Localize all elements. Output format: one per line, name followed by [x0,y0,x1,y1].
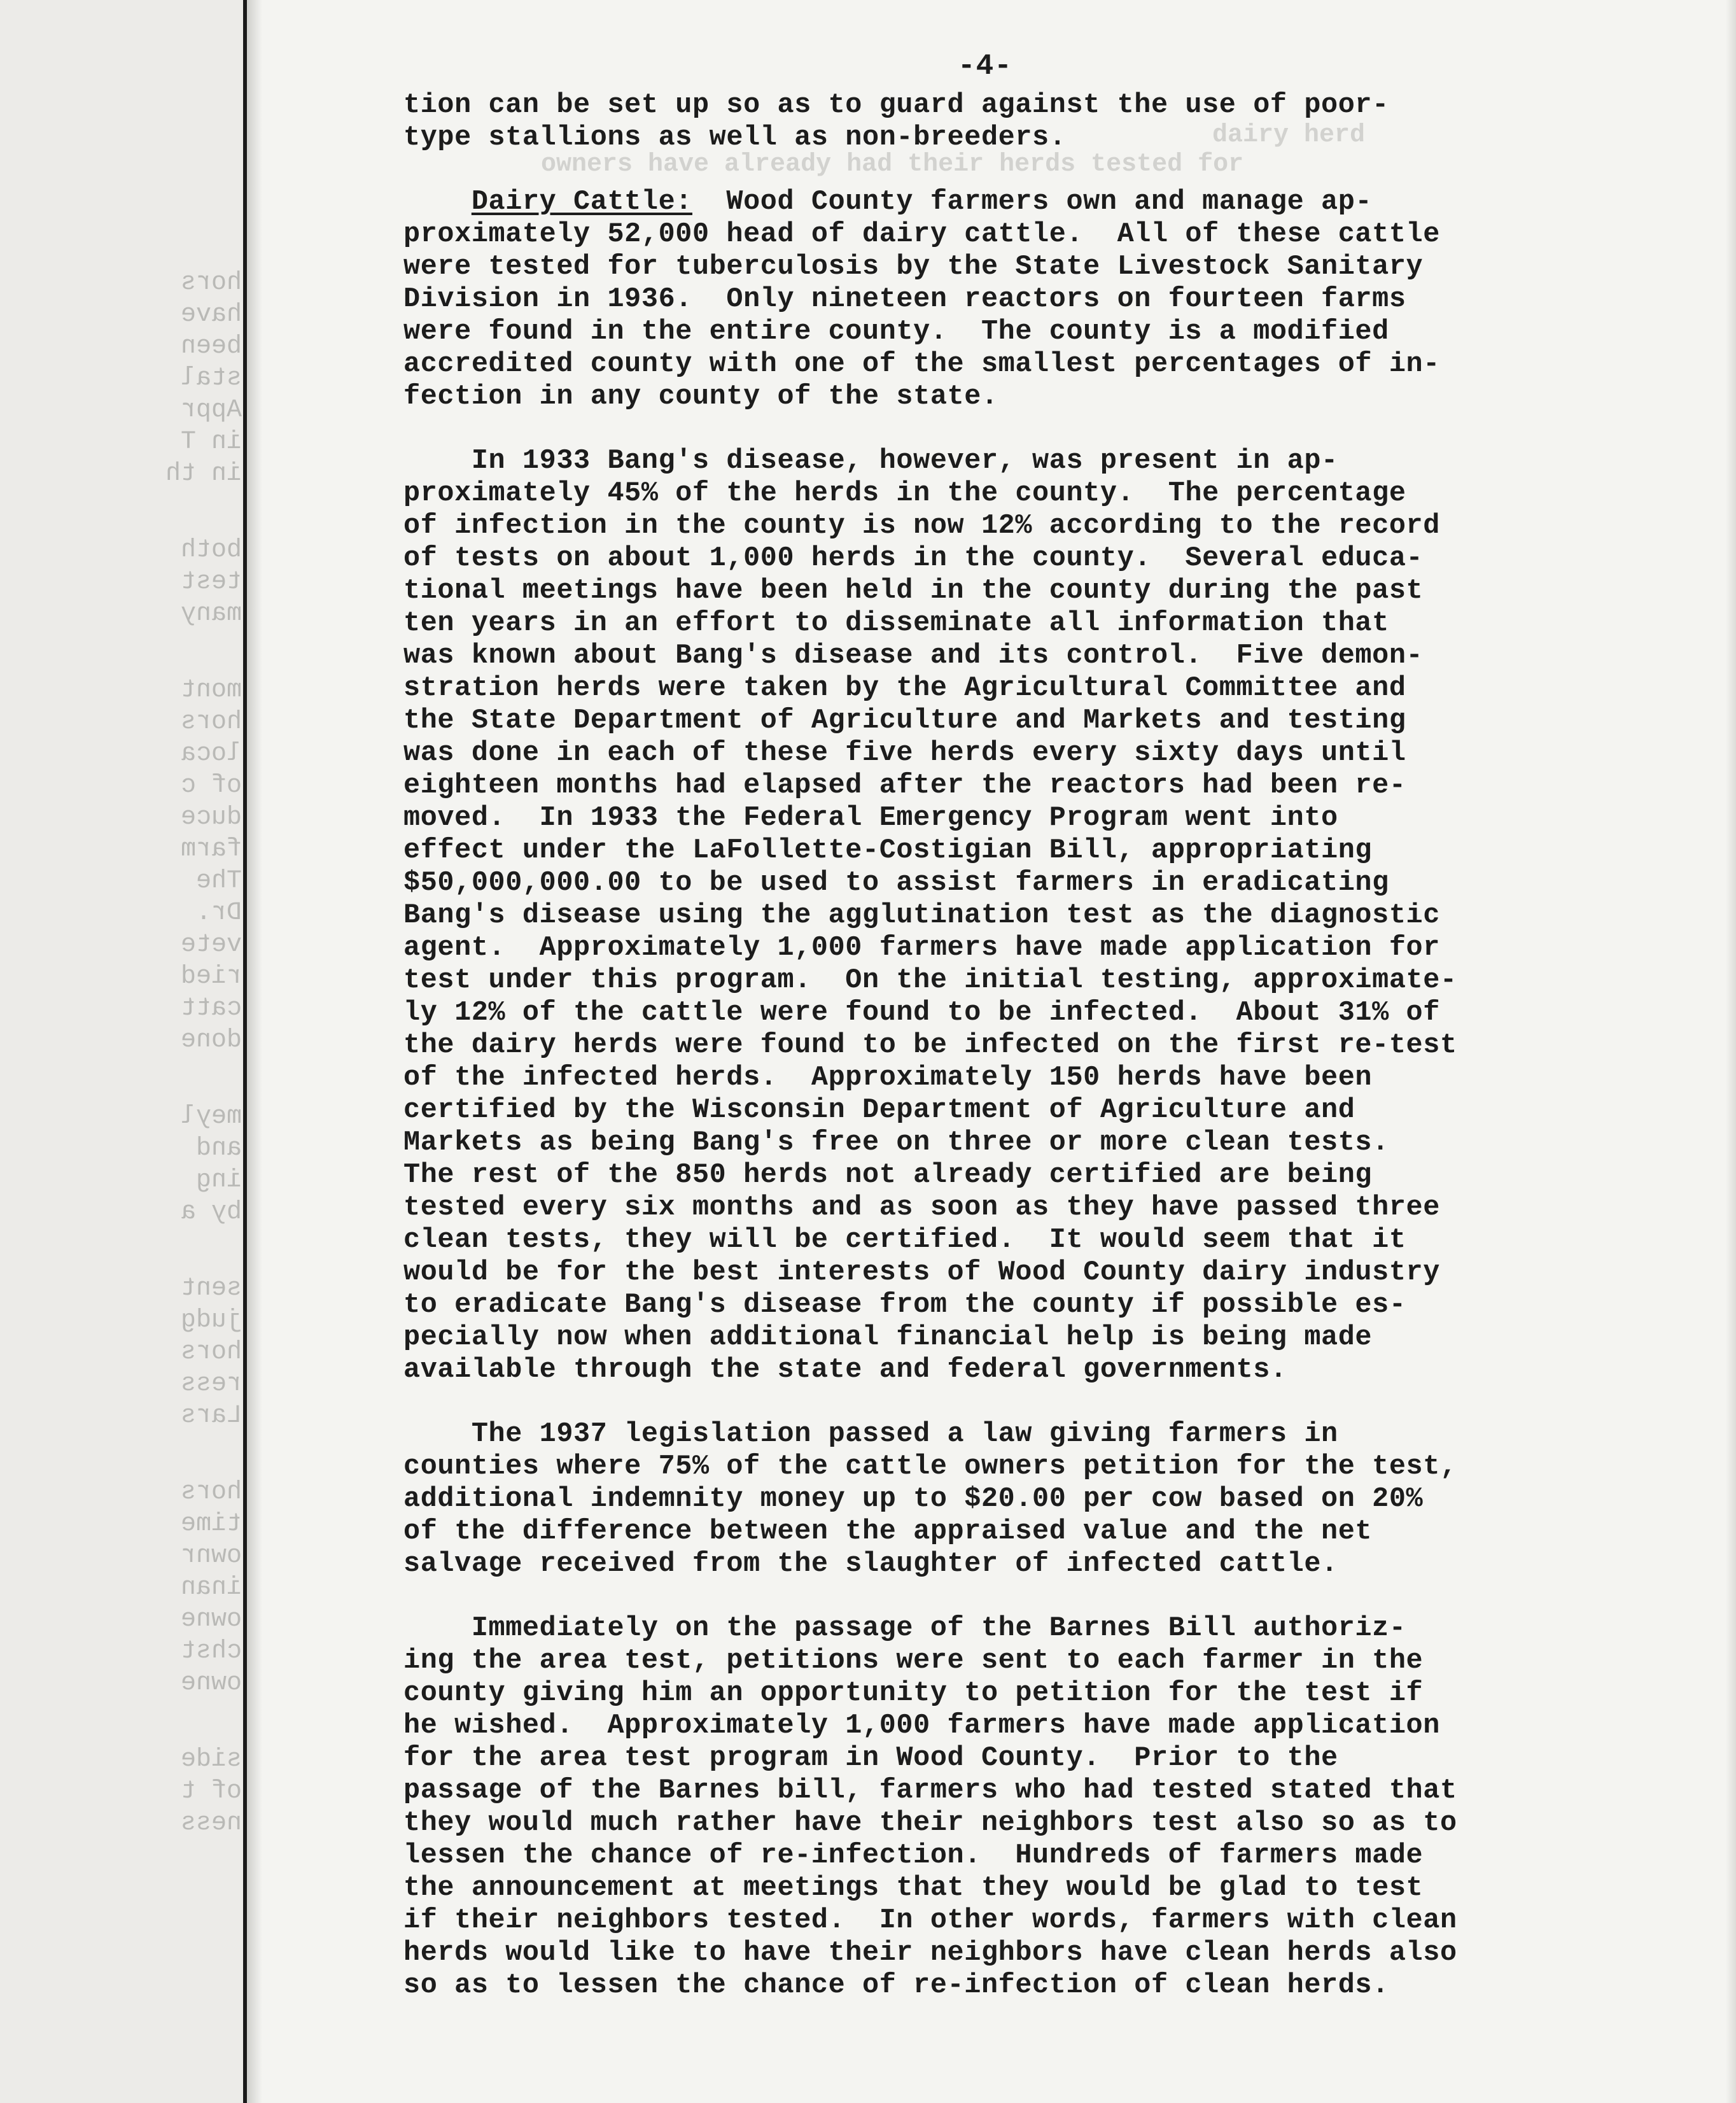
previous-page-fragment: been [180,332,242,361]
previous-page-fragment: ing [195,1166,242,1195]
text-line: $50,000,000.00 to be used to assist farmers in eradicating [403,868,1389,899]
text-line: counties where 75% of the cattle owners petition for the test, [403,1451,1457,1482]
text-line: eighteen months had elapsed after the reactors had been re- [403,770,1406,801]
previous-page-fragment: ownr [180,1542,242,1570]
previous-page-fragment: meyl [180,1102,242,1131]
text-line: ten years in an effort to disseminate all information that [403,608,1389,639]
previous-page-fragment: sent [180,1274,242,1303]
text-line: agent. Approximately 1,000 farmers have made application for [403,932,1440,964]
previous-page-fragment: inan [180,1573,242,1602]
text-line: pecially now when additional financial help is being made [403,1322,1373,1353]
previous-page-fragment: in T [180,428,242,456]
previous-page-fragment: The [195,867,242,896]
previous-page-fragment: hors [180,269,242,297]
text-line: of tests on about 1,000 herds in the county. Several educa- [403,543,1424,574]
previous-page-fragment: stal [180,364,242,393]
text-line: if their neighbors tested. In other words, farmers with clean [403,1905,1457,1936]
text-line: for the area test program in Wood County. Prior to the [403,1743,1338,1774]
page-number: -4- [958,50,1012,83]
text-line: In 1933 Bang's disease, however, was present in ap- [403,446,1338,477]
previous-page-fragment: Lars [180,1402,242,1430]
previous-page-fragment: hors [180,1338,242,1367]
previous-page-fragment: vete [180,931,242,959]
text-line: clean tests, they will be certified. It would seem that it [403,1225,1406,1256]
previous-page-fragment: done [180,1026,242,1055]
previous-page-fragment: loca [180,740,242,768]
text-line: was known about Bang's disease and its control. Five demon- [403,640,1424,672]
text-line: ing the area test, petitions were sent to each farmer in the [403,1645,1424,1677]
text-line: the dairy herds were found to be infected on the first re-test [403,1030,1457,1061]
previous-page-fragment: chst [180,1637,242,1666]
text-line: Wood County farmers own and manage ap- [692,186,1373,218]
text-line: passage of the Barnes bill, farmers who had tested stated that [403,1775,1457,1806]
text-line: Bang's disease using the agglutination test as the diagnostic [403,900,1440,931]
document-body [403,89,1600,2002]
text-line: type stallions as well as non-breeders. [403,122,1067,153]
text-line: the State Department of Agriculture and Markets and testing [403,705,1406,736]
previous-page-fragment: both [180,536,242,565]
previous-page-fragment: Dr. [195,899,242,927]
previous-page-fragment: owne [180,1669,242,1698]
previous-page-fragment: test [180,568,242,596]
previous-page-fragment: many [180,600,242,628]
page-right-edge [1726,0,1736,2103]
text-line: accredited county with one of the smallest percentages of in- [403,349,1440,380]
text-line: ly 12% of the cattle were found to be infected. About 31% of [403,997,1440,1029]
text-line: stration herds were taken by the Agricultural Committee and [403,673,1406,704]
text-line: moved. In 1933 the Federal Emergency Program went into [403,803,1338,834]
text-line: of the difference between the appraised value and the net [403,1516,1373,1547]
text-line: the announcement at meetings that they would be glad to test [403,1873,1424,1904]
previous-page-fragment: in th [165,460,242,488]
previous-page-fragment: ness [180,1809,242,1838]
previous-page-fragment: mont [180,676,242,705]
text-line: would be for the best interests of Wood County dairy industry [403,1257,1440,1288]
previous-page-fragment: by a [180,1198,242,1227]
previous-page-fragment: Appr [180,396,242,425]
previous-page-fragment: side [180,1745,242,1774]
previous-page-fragment: catt [180,994,242,1023]
text-line: they would much rather have their neighbors test also so as to [403,1808,1457,1839]
text-line: so as to lessen the chance of re-infection of clean herds. [403,1970,1389,2001]
text-line: fection in any county of the state. [403,381,998,412]
text-line: tional meetings have been held in the county during the past [403,575,1424,607]
previous-page-fragment: and [195,1134,242,1163]
text-line: salvage received from the slaughter of infected cattle. [403,1549,1338,1580]
text-line: of the infected herds. Approximately 150 herds have been [403,1062,1373,1094]
section-heading-dairy-cattle: Dairy Cattle: [471,186,692,218]
text-line: he wished. Approximately 1,000 farmers have made application [403,1710,1440,1741]
previous-page-fragment: have [180,300,242,329]
text-line: Immediately on the passage of the Barnes Bill authoriz- [403,1613,1406,1644]
dairy-cattle-paragraph-first-line [403,186,1600,218]
text-line: effect under the LaFollette-Costigian Bill, appropriating [403,835,1373,866]
previous-page-fragment: hors [180,1478,242,1507]
text-line: proximately 52,000 head of dairy cattle. All of these cattle [403,219,1440,250]
text-line: test under this program. On the initial testing, approximate- [403,965,1457,996]
previous-page-fragment: duce [180,803,242,832]
text-line: The 1937 legislation passed a law giving farmers in [403,1419,1338,1450]
text-line: county giving him an opportunity to petition for the test if [403,1678,1424,1709]
text-line: The rest of the 850 herds not already certified are being [403,1160,1373,1191]
text-line: available through the state and federal governments. [403,1354,1287,1386]
previous-page-fragment: farm [180,835,242,864]
bleed-through-text-1: dairy herd [1212,121,1366,150]
text-line: proximately 45% of the herds in the county. The percentage [403,478,1406,509]
text-line: were found in the entire county. The county is a modified [403,316,1389,348]
previous-page-fragment: time [180,1510,242,1538]
previous-page-fragment: ress [180,1370,242,1398]
text-line: additional indemnity money up to $20.00 per cow based on 20% [403,1484,1424,1515]
text-line: herds would like to have their neighbors have clean herds also [403,1938,1457,1969]
text-line: was done in each of these five herds every sixty days until [403,738,1406,769]
previous-page-fragment: judg [180,1306,242,1335]
text-line: certified by the Wisconsin Department of Agriculture and [403,1095,1355,1126]
binding-shadow [247,0,262,2103]
previous-page-strip [0,0,243,2103]
text-line: were tested for tuberculosis by the State Livestock Sanitary [403,251,1424,283]
previous-page-fragment: of t [180,1777,242,1806]
text-line: Markets as being Bang's free on three or more clean tests. [403,1127,1389,1158]
previous-page-fragment: hors [180,708,242,736]
text-line: to eradicate Bang's disease from the county if possible es- [403,1290,1406,1321]
text-line: of infection in the county is now 12% according to the record [403,510,1440,542]
text-line: Division in 1936. Only nineteen reactors on fourteen farms [403,284,1406,315]
previous-page-fragment: owne [180,1605,242,1634]
text-line: lessen the chance of re-infection. Hundreds of farmers made [403,1840,1424,1871]
previous-page-fragment: of c [180,771,242,800]
bleed-through-text-2: owners have already had their herds tested for [541,150,1244,179]
text-line: tested every six months and as soon as they have passed three [403,1192,1440,1223]
text-line: tion can be set up so as to guard against the use of poor- [403,90,1389,121]
previous-page-fragment: ried [180,962,242,991]
